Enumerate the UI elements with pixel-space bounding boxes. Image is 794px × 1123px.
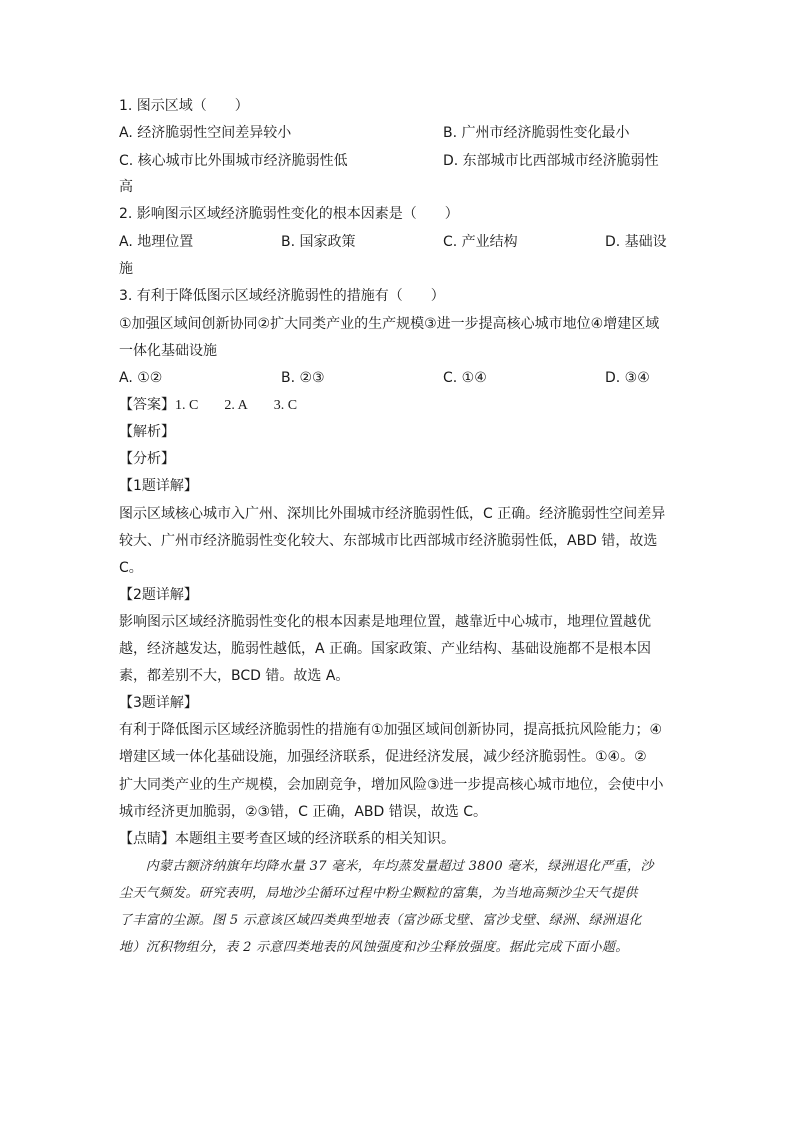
q3-statements-line1: ①加强区域间创新协同②扩大同类产业的生产规模③进一步提高核心城市地位④增建区域 [119, 316, 660, 332]
q2-option-d-cont: 施 [119, 261, 133, 277]
q1-option-b: B. 广州市经济脆弱性变化最小 [443, 125, 630, 141]
q3-option-b: B. ②③ [281, 370, 325, 386]
q3-option-d: D. ③④ [605, 370, 650, 386]
answer-line [119, 394, 297, 417]
detail1-line2: 较大、广州市经济脆弱性变化较大、东部城市比西部城市经济脆弱性低，ABD 错，故选 [119, 533, 658, 549]
detail2-line3: 素，都差别不大，BCD 错。故选 A。 [119, 668, 350, 684]
passage-line3: 了丰富的尘源。图 5 示意该区域四类典型地表（富沙砾戈壁、富沙戈壁、绿洲、绿洲退化 [119, 913, 642, 928]
q1-stem: 1. 图示区域（ ） [119, 98, 249, 114]
q2-option-a: A. 地理位置 [119, 234, 194, 250]
q3-stem: 3. 有利于降低图示区域经济脆弱性的措施有（ ） [119, 288, 445, 304]
q3-statements-line2: 一体化基础设施 [119, 343, 217, 359]
passage-line4: 地）沉积物组分，表 2 示意四类地表的风蚀强度和沙尘释放强度。据此完成下面小题。 [119, 940, 629, 955]
q2-stem: 2. 影响图示区域经济脆弱性变化的根本因素是（ ） [119, 206, 459, 222]
detail1-line1: 图示区域核心城市入广州、深圳比外围城市经济脆弱性低，C 正确。经济脆弱性空间差异 [119, 506, 666, 522]
detail2-title: 【2题详解】 [119, 587, 198, 603]
q1-option-a: A. 经济脆弱性空间差异较小 [119, 125, 292, 141]
answer-1: 1. C [175, 398, 199, 413]
fenxi-heading: 【分析】 [119, 451, 175, 467]
answer-2: 2. A [224, 398, 248, 413]
detail3-line3: 扩大同类产业的生产规模，会加剧竞争，增加风险③进一步提高核心城市地位，会使中小 [119, 777, 664, 793]
passage-line2: 尘天气频发。研究表明，局地沙尘循环过程中粉尘颗粒的富集，为当地高频沙尘天气提供 [119, 886, 638, 901]
q1-option-d-cont: 高 [119, 179, 133, 195]
q1-option-d: D. 东部城市比西部城市经济脆弱性 [443, 153, 659, 169]
detail1-title: 【1题详解】 [119, 478, 198, 494]
q2-option-d: D. 基础设 [605, 234, 667, 250]
detail1-line3: C。 [119, 560, 143, 576]
q2-option-c: C. 产业结构 [443, 234, 518, 250]
detail2-line2: 越，经济越发达，脆弱性越低，A 正确。国家政策、产业结构、基础设施都不是根本因 [119, 641, 652, 657]
q3-option-c: C. ①④ [443, 370, 487, 386]
q2-option-b: B. 国家政策 [281, 234, 356, 250]
detail3-line2: 增建区域一体化基础设施，加强经济联系，促进经济发展，减少经济脆弱性。①④。② [119, 749, 647, 765]
detail3-line4: 城市经济更加脆弱，②③错，C 正确，ABD 错误，故选 C。 [119, 804, 487, 820]
detail2-line1: 影响图示区域经济脆弱性变化的根本因素是地理位置，越靠近中心城市，地理位置越优 [119, 614, 651, 630]
answer-label: 【答案】 [119, 397, 175, 413]
q1-option-c: C. 核心城市比外围城市经济脆弱性低 [119, 153, 348, 169]
detail3-title: 【3题详解】 [119, 695, 198, 711]
jiexi-heading: 【解析】 [119, 424, 175, 440]
detail3-line1: 有利于降低图示区域经济脆弱性的措施有①加强区域间创新协同，提高抵抗风险能力；④ [119, 722, 663, 738]
dianjing-line: 【点睛】本题组主要考查区域的经济联系的相关知识。 [119, 831, 455, 847]
passage-line1: 内蒙古额济纳旗年均降水量 37 毫米，年均蒸发量超过 3800 毫米，绿洲退化严重，沙 [119, 859, 654, 874]
q3-option-a: A. ①② [119, 370, 163, 386]
answer-3: 3. C [273, 398, 298, 413]
